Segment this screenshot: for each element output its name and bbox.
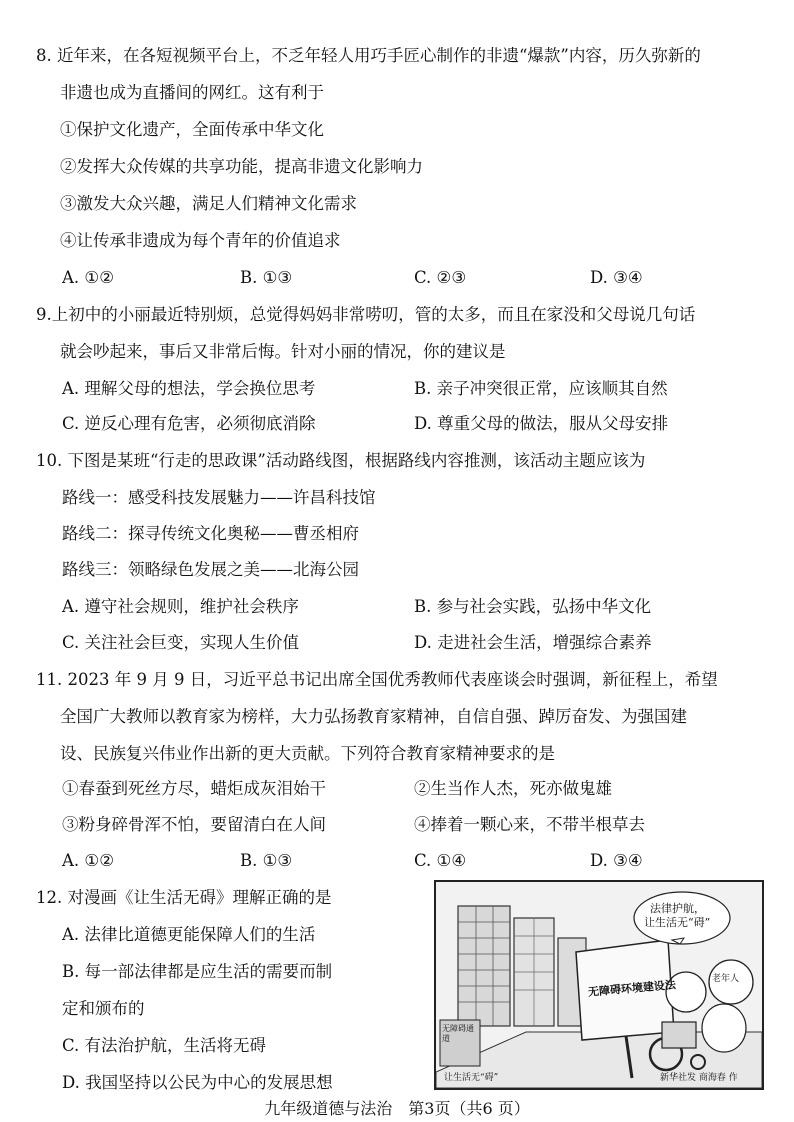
q10-route-2: 路线二：探寻传统文化奥秘——曹丞相府 <box>62 524 359 543</box>
q11-item-3: ③粉身碎骨浑不怕，要留清白在人间 <box>62 815 326 834</box>
cartoon-image <box>434 880 764 1090</box>
q8-item-4: ④让传承非遗成为每个青年的价值追求 <box>60 231 341 250</box>
q11-stem-line2: 全国广大教师以教育家为榜样，大力弘扬教育家精神，自信自强、踔厉奋发、为强国建 <box>60 707 687 726</box>
q11-option-b: B. ①③ <box>240 851 293 870</box>
q11-item-2: ②生当作人杰，死亦做鬼雄 <box>414 779 612 798</box>
q8-stem-line1: 8. 近年来，在各短视频平台上，不乏年轻人用巧手匠心制作的非遗“爆款”内容，历久弥新的 <box>36 46 701 65</box>
q11-item-1: ①春蚕到死丝方尽，蜡炬成灰泪始干 <box>62 779 326 798</box>
q10-option-a: A. 遵守社会规则，维护社会秩序 <box>62 597 299 616</box>
q9-stem-line2: 就会吵起来，事后又非常后悔。针对小丽的情况，你的建议是 <box>60 342 506 361</box>
q12-option-c: C. 有法治护航，生活将无碍 <box>62 1036 267 1055</box>
q11-item-4: ④捧着一颗心来，不带半根草去 <box>414 815 645 834</box>
q12-option-b-line2: 定和颁布的 <box>62 999 145 1018</box>
q8-item-3: ③激发大众兴趣，满足人们精神文化需求 <box>60 194 357 213</box>
q10-option-d: D. 走进社会生活，增强综合素养 <box>414 633 652 652</box>
q12-option-d: D. 我国坚持以公民为中心的发展思想 <box>62 1073 333 1092</box>
q9-stem-line1: 9.上初中的小丽最近特别烦，总觉得妈妈非常唠叨，管的太多，而且在家没和父母说几句话 <box>36 305 696 324</box>
q8-item-2: ②发挥大众传媒的共享功能，提高非遗文化影响力 <box>60 157 423 176</box>
q8-option-d: D. ③④ <box>590 268 643 287</box>
q10-option-b: B. 参与社会实践，弘扬中华文化 <box>414 597 652 616</box>
q8-option-b: B. ①③ <box>240 268 293 287</box>
cartoon-bubble-line1: 法律护航， <box>650 902 705 915</box>
q12-stem: 12. 对漫画《让生活无碍》理解正确的是 <box>36 888 332 907</box>
q11-option-d: D. ③④ <box>590 851 643 870</box>
q8-option-a: A. ①② <box>62 268 114 287</box>
q11-stem-line1: 11. 2023 年 9 月 9 日，习近平总书记出席全国优秀教师代表座谈会时强调，新征程上，希望 <box>36 670 718 689</box>
page-footer: 九年级道德与法治 第3页（共6 页） <box>264 1099 530 1118</box>
q9-option-a: A. 理解父母的想法，学会换位思考 <box>62 379 316 398</box>
q10-stem: 10. 下图是某班“行走的思政课”活动路线图，根据路线内容推测，该活动主题应该为 <box>36 451 646 470</box>
q10-route-1: 路线一：感受科技发展魅力——许昌科技馆 <box>62 488 376 507</box>
cartoon-elder-tag: 老年人 <box>712 974 740 984</box>
q12-option-b-line1: B. 每一部法律都是应生活的需要而制 <box>62 962 333 981</box>
q8-item-1: ①保护文化遗产，全面传承中华文化 <box>60 120 324 139</box>
q11-option-a: A. ①② <box>62 851 114 870</box>
q12-option-a: A. 法律比道德更能保障人们的生活 <box>62 925 316 944</box>
cartoon-sign-text: 无障碍环境建设法 <box>587 978 677 999</box>
cartoon-caption-right: 新华社发 商海春 作 <box>660 1073 738 1083</box>
q11-option-c: C. ①④ <box>414 851 467 870</box>
q11-stem-line3: 设、民族复兴伟业作出新的更大贡献。下列符合教育家精神要求的是 <box>60 744 555 763</box>
cartoon-bubble-line2: 让生活无“碍” <box>644 916 711 929</box>
q10-route-3: 路线三：领略绿色发展之美——北海公园 <box>62 560 359 579</box>
q10-option-c: C. 关注社会巨变，实现人生价值 <box>62 633 300 652</box>
q8-stem-line2: 非遗也成为直播间的网红。这有利于 <box>60 83 324 102</box>
cartoon-caption-left: 让生活无“碍” <box>444 1073 499 1083</box>
cartoon-small-sign: 无障碍通道 <box>442 1024 474 1043</box>
q9-option-d: D. 尊重父母的做法，服从父母安排 <box>414 414 669 433</box>
q8-option-c: C. ②③ <box>414 268 467 287</box>
q9-option-c: C. 逆反心理有危害，必须彻底消除 <box>62 414 316 433</box>
q9-option-b: B. 亲子冲突很正常，应该顺其自然 <box>414 379 668 398</box>
